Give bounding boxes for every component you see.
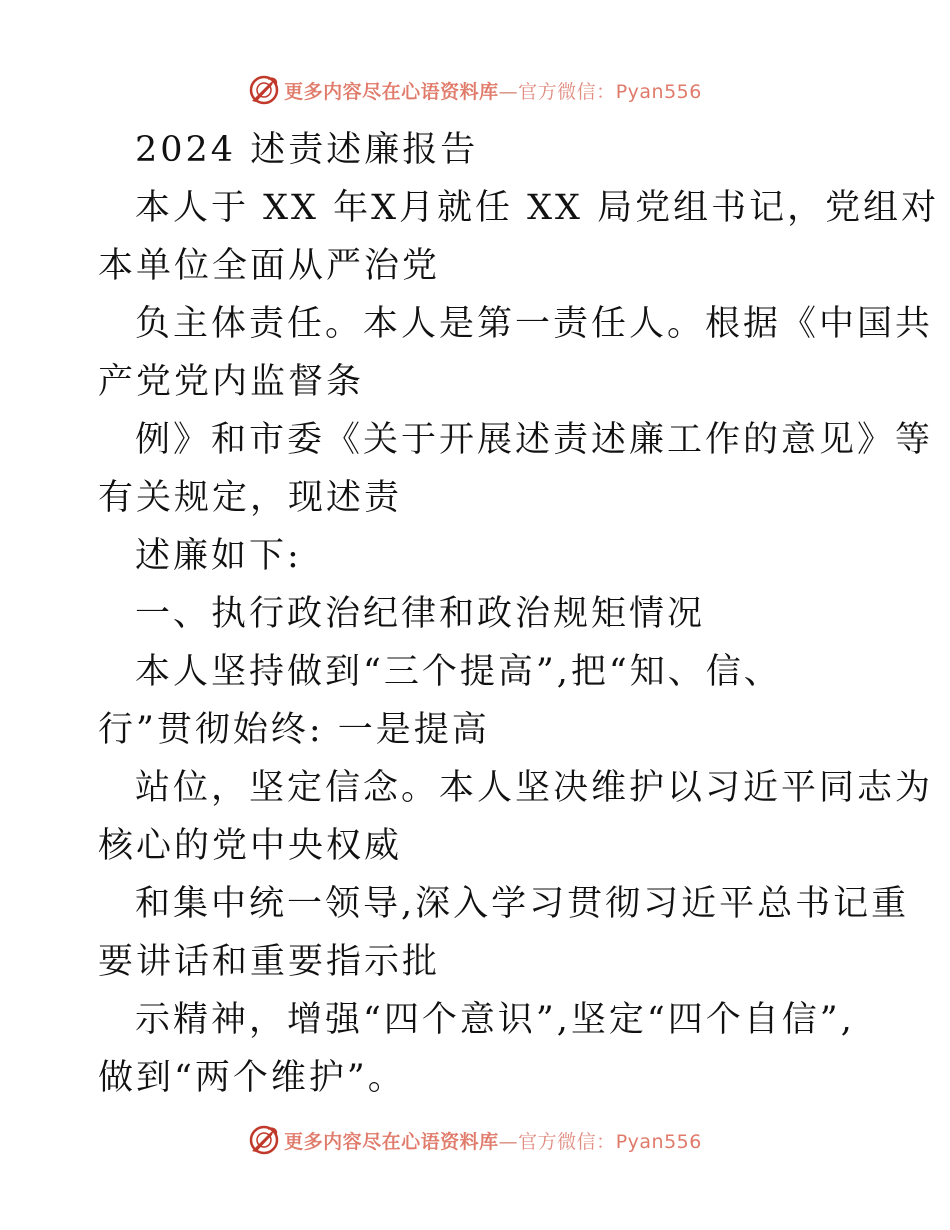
text-line: 行”贯彻始终: 一是提高 <box>98 710 490 750</box>
text-line: 本人于 XX 年X月就任 XX 局党组书记，党组对 <box>135 188 940 228</box>
watermark-separator: — <box>498 80 519 103</box>
text-line: 产党党内监督条 <box>98 362 365 402</box>
watermark-text <box>284 77 702 104</box>
text-line: 核心的党中央权威 <box>98 826 403 866</box>
text-line: 和集中统一领导,深入学习贯彻习近平总书记重 <box>135 884 910 924</box>
watermark-wechat-label: 官方微信： <box>518 80 616 103</box>
watermark-wechat-id: Pyan556 <box>615 80 702 103</box>
watermark-main: 更多内容尽在心语资料库 <box>284 80 499 103</box>
text-line: 站位，坚定信念。本人坚决维护以习近平同志为 <box>135 768 934 808</box>
watermark-separator: — <box>498 1130 519 1153</box>
text-line: 示精神，增强“四个意识”,坚定“四个自信”, <box>135 1000 855 1040</box>
text-line: 做到“两个维护”。 <box>98 1058 406 1098</box>
watermark-text <box>284 1127 702 1154</box>
pen-logo-icon <box>248 74 280 106</box>
document-body <box>98 121 940 1107</box>
watermark-wechat-id: Pyan556 <box>615 1130 702 1153</box>
text-line: 述廉如下: <box>135 536 302 576</box>
text-line: 本人坚持做到“三个提高”,把“知、信、 <box>135 652 782 692</box>
text-line: 本单位全面从严治党 <box>98 246 441 286</box>
watermark-header <box>0 70 950 110</box>
section-heading: 一、执行政治纪律和政治规矩情况 <box>135 594 706 634</box>
watermark-main: 更多内容尽在心语资料库 <box>284 1130 499 1153</box>
watermark-footer <box>0 1120 950 1160</box>
watermark-wechat-label: 官方微信： <box>518 1130 616 1153</box>
text-line: 例》和市委《关于开展述责述廉工作的意见》等 <box>135 420 934 460</box>
text-line: 负主体责任。本人是第一责任人。根据《中国共 <box>135 304 934 344</box>
text-line: 要讲话和重要指示批 <box>98 942 441 982</box>
document-title: 2024 述责述廉报告 <box>135 130 479 170</box>
pen-logo-icon <box>248 1124 280 1156</box>
text-line: 有关规定，现述责 <box>98 478 403 518</box>
